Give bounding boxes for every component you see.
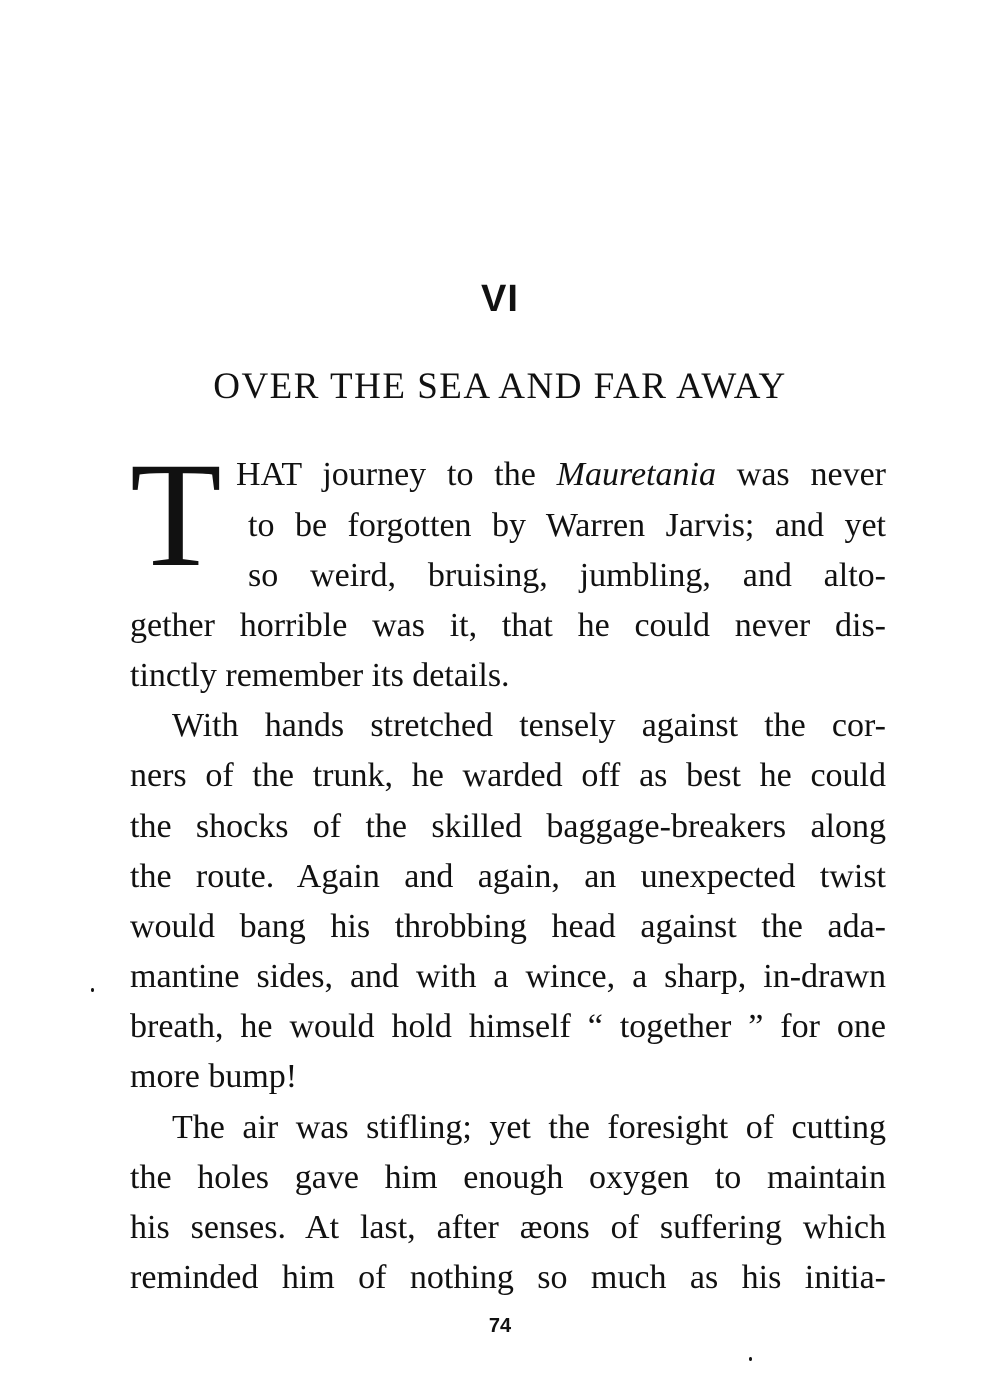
ship-name: Mauretania xyxy=(556,456,716,493)
paragraph-1-line-1: HAT journey to the Mauretania was never xyxy=(236,456,886,493)
scan-speck xyxy=(749,1357,752,1361)
drop-cap-letter: T xyxy=(130,432,222,598)
paragraph-2-line-4: the route. Again and again, an unexpected twist xyxy=(130,858,886,895)
paragraph-2-line-2: ners of the trunk, he warded off as best he could xyxy=(130,757,886,794)
scan-speck xyxy=(91,988,94,992)
page-number: 74 xyxy=(488,1315,512,1337)
paragraph-1-line-3: so weird, bruising, jumbling, and alto- xyxy=(248,557,886,594)
paragraph-2-line-3: the shocks of the skilled baggage-breakers along xyxy=(130,808,886,845)
paragraph-1-line-2: to be forgotten by Warren Jarvis; and yet xyxy=(248,507,886,544)
paragraph-1-line-4: gether horrible was it, that he could never dis- xyxy=(130,607,886,644)
paragraph-2-line-6: mantine sides, and with a wince, a sharp, in-drawn xyxy=(130,958,886,995)
paragraph-3-line-1: The air was stifling; yet the foresight of cutting xyxy=(172,1109,886,1146)
chapter-number: VI xyxy=(481,278,519,320)
paragraph-3-line-4: reminded him of nothing so much as his initia- xyxy=(130,1259,886,1296)
paragraph-1-line-5: tinctly remember its details. xyxy=(130,657,510,694)
paragraph-3-line-3: his senses. At last, after æons of suffering which xyxy=(130,1209,886,1246)
paragraph-3-line-2: the holes gave him enough oxygen to maintain xyxy=(130,1159,886,1196)
paragraph-2-line-5: would bang his throbbing head against the ada- xyxy=(130,908,886,945)
paragraph-2-line-1: With hands stretched tensely against the cor- xyxy=(172,707,886,744)
paragraph-2-line-7: breath, he would hold himself “ together ” for one xyxy=(130,1008,886,1045)
chapter-title: OVER THE SEA AND FAR AWAY xyxy=(213,366,787,407)
paragraph-2-line-8: more bump! xyxy=(130,1058,298,1095)
